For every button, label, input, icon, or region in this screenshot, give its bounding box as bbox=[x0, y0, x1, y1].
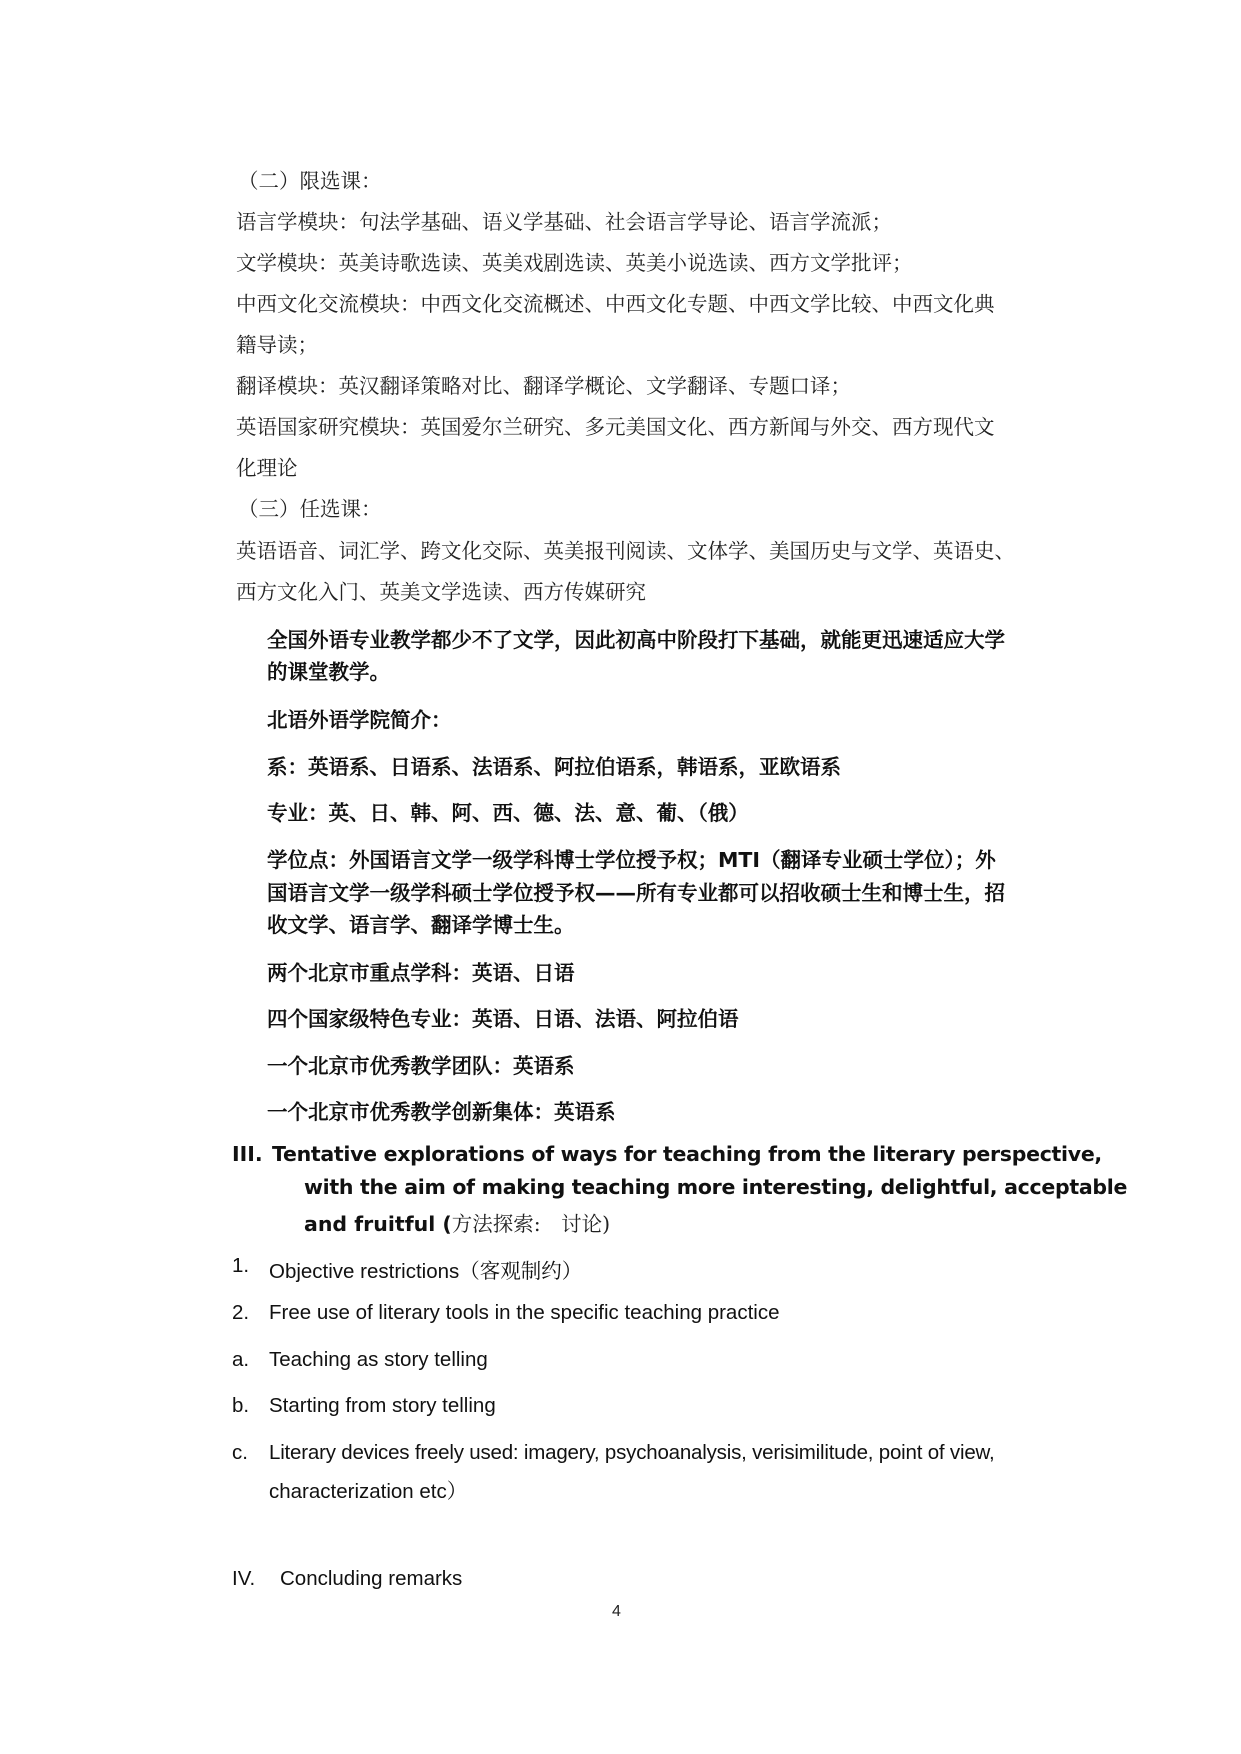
section-three-line1: Tentative explorations of ways for teaching from the literary perspective, bbox=[272, 1142, 1102, 1166]
section-three-line2: with the aim of making teaching more interesting, delightful, acceptable bbox=[304, 1175, 1128, 1199]
linguistics-module: 语言学模块：句法学基础、语义学基础、社会语言学导论、语言学流派； bbox=[236, 210, 892, 234]
innovation-group-line: 一个北京市优秀教学创新集体：英语系 bbox=[267, 1100, 616, 1124]
note-line1: 全国外语专业教学都少不了文学，因此初高中阶段打下基础，就能更迅速适应大学 bbox=[267, 628, 1005, 652]
section-three-line3-normal: 方法探索: 讨论) bbox=[451, 1212, 611, 1236]
list-item-marker: c. bbox=[232, 1441, 248, 1464]
list-item-text: Literary devices freely used: imagery, psychoanalysis, verisimilitude, point of view, bbox=[269, 1441, 995, 1464]
country-studies-line1: 英语国家研究模块：英国爱尔兰研究、多元美国文化、西方新闻与外交、西方现代文 bbox=[236, 415, 995, 439]
list-item-text: Starting from story telling bbox=[269, 1394, 496, 1417]
note-line2: 的课堂教学。 bbox=[267, 660, 390, 684]
list-item-marker: b. bbox=[232, 1394, 250, 1417]
literature-module: 文学模块：英美诗歌选读、英美戏剧选读、英美小说选读、西方文学批评； bbox=[236, 251, 913, 275]
list-item-text: Free use of literary tools in the specific teaching practice bbox=[269, 1301, 780, 1324]
country-studies-line2: 化理论 bbox=[236, 456, 298, 480]
key-disciplines-line: 两个北京市重点学科：英语、日语 bbox=[267, 961, 575, 985]
section-three-line3-bold: and fruitful ( bbox=[304, 1212, 452, 1236]
list-item-text: Objective restrictions（客观制约） bbox=[269, 1260, 583, 1283]
college-intro-title: 北语外语学院简介： bbox=[267, 708, 452, 732]
degree-line1: 学位点：外国语言文学一级学科博士学位授予权；MTI（翻译专业硕士学位）；外 bbox=[267, 848, 996, 872]
translation-module: 翻译模块：英汉翻译策略对比、翻译学概论、文学翻译、专题口译； bbox=[236, 374, 851, 398]
page-number: 4 bbox=[612, 1603, 621, 1620]
departments-line: 系：英语系、日语系、法语系、阿拉伯语系，韩语系，亚欧语系 bbox=[267, 755, 841, 779]
section-four-text: Concluding remarks bbox=[280, 1567, 463, 1590]
section-three-line3 bbox=[304, 1207, 610, 1237]
majors-line: 专业：英、日、韩、阿、西、德、法、意、葡、（俄） bbox=[267, 801, 749, 825]
culture-module-line2: 籍导读； bbox=[236, 333, 318, 357]
free-electives-heading: （三）任选课： bbox=[238, 497, 382, 521]
restricted-electives-heading: （二）限选课： bbox=[238, 169, 382, 193]
degree-line2: 国语言文学一级学科硕士学位授予权——所有专业都可以招收硕士生和博士生，招 bbox=[267, 881, 1005, 905]
list-item-marker: a. bbox=[232, 1348, 250, 1371]
free-electives-line2: 西方文化入门、英美文学选读、西方传媒研究 bbox=[236, 580, 646, 604]
featured-majors-line: 四个国家级特色专业：英语、日语、法语、阿拉伯语 bbox=[267, 1007, 739, 1031]
culture-module-line1: 中西文化交流模块：中西文化交流概述、中西文化专题、中西文学比较、中西文化典 bbox=[236, 292, 995, 316]
section-four-marker: IV. bbox=[232, 1567, 256, 1590]
list-item-marker: 2. bbox=[232, 1301, 250, 1324]
list-item-marker: 1. bbox=[232, 1254, 250, 1277]
list-item-continuation: characterization etc） bbox=[269, 1480, 468, 1503]
teaching-team-line: 一个北京市优秀教学团队：英语系 bbox=[267, 1054, 575, 1078]
degree-line3: 收文学、语言学、翻译学博士生。 bbox=[267, 913, 575, 937]
list-item-text: Teaching as story telling bbox=[269, 1348, 488, 1371]
section-three-marker: III. bbox=[232, 1142, 263, 1166]
free-electives-line1: 英语语音、词汇学、跨文化交际、英美报刊阅读、文体学、美国历史与文学、英语史、 bbox=[236, 539, 1015, 563]
